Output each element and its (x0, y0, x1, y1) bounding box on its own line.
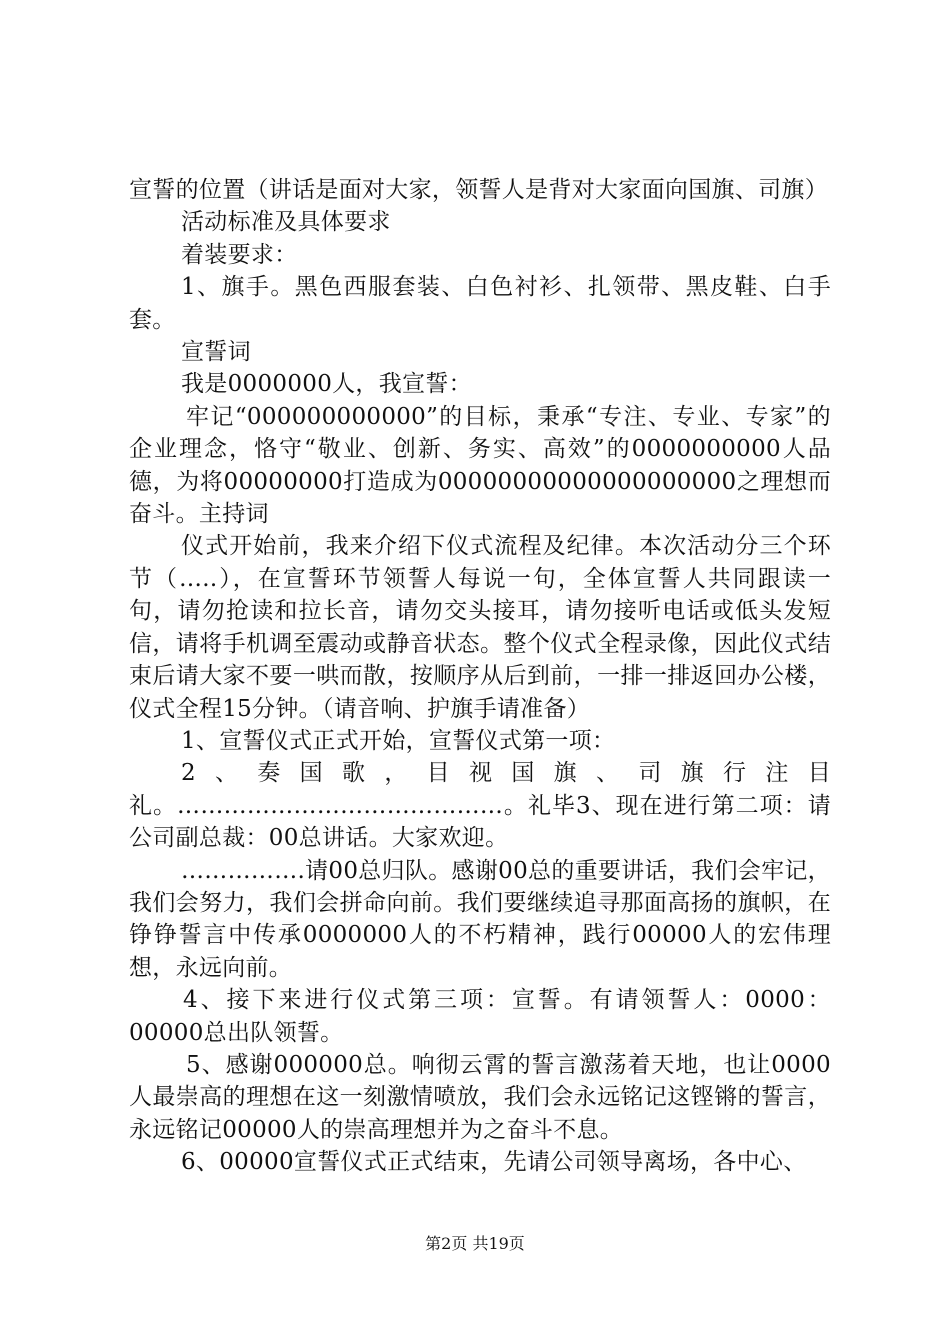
paragraph-step-1: 1、宣誓仪式正式开始，宣誓仪式第一项： (181, 727, 616, 754)
document-body (129, 174, 831, 1179)
paragraph-speech-thanks: …………….请00总归队。感谢00总的重要讲话，我们会牢记，我们会努力，我们会拼命向前。我们要继续追寻那面高扬的旗帜，在铮铮誓言中传承0000000人的不朽精神，践行00000人的宏伟理想，永远向前。 (129, 857, 831, 981)
paragraph-host-introduction: 仪式开始前，我来介绍下仪式流程及纪律。本次活动分三个环节（…..），在宣誓环节领誓人每说一句，全体宣誓人共同跟读一句，请勿抢读和拉长音，请勿交头接耳，请勿接听电话或低头发短信，请将手机调至震动或静音状态。整个仪式全程录像，因此仪式结束后请大家不要一哄而散，按顺序从后到前，一排一排返回办公楼，仪式全程15分钟。（请音响、护旗手请准备） (129, 533, 831, 722)
paragraph-oath-body: 牢记“000000000000”的目标，秉承“专注、专业、专家”的企业理念，恪守“敬业、创新、务实、高效”的0000000000人品德，为将00000000打造成为00000000000000000000之理想而奋斗。主持词 (129, 403, 831, 528)
paragraph-flag-bearer-dress: 1、旗手。黑色西服套装、白色衬衫、扎领带、黑皮鞋、白手套。 (129, 274, 831, 333)
paragraph-step-2-3: 2、奏国歌，目视国旗、司旗行注目礼。……………………………………。礼毕3、现在进行第二项：请公司副总裁：00总讲话。大家欢迎。 (129, 760, 831, 852)
page-number: 第2页 共19页 (425, 1234, 525, 1253)
paragraph-step-5: 5、感谢000000总。响彻云霄的誓言激荡着天地，也让0000人最崇高的理想在这一刻激情喷放，我们会永远铭记这铿锵的誓言，永远铭记00000人的崇高理想并为之奋斗不息。 (129, 1051, 831, 1143)
heading-activity-standards: 活动标准及具体要求 (181, 209, 391, 236)
page-footer (0, 1234, 950, 1254)
paragraph-step-6: 6、00000宣誓仪式正式结束，先请公司领导离场，各中心、 (181, 1149, 807, 1176)
paragraph-oath-opening: 我是0000000人，我宣誓： (181, 371, 472, 398)
paragraph-oath-position: 宣誓的位置（讲话是面对大家，领誓人是背对大家面向国旗、司旗） (129, 177, 828, 203)
heading-oath-text: 宣誓词 (181, 339, 251, 366)
heading-dress-code: 着装要求： (181, 241, 298, 268)
paragraph-step-4: 4、接下来进行仪式第三项：宣誓。有请领誓人：0000：00000总出队领誓。 (129, 987, 831, 1046)
